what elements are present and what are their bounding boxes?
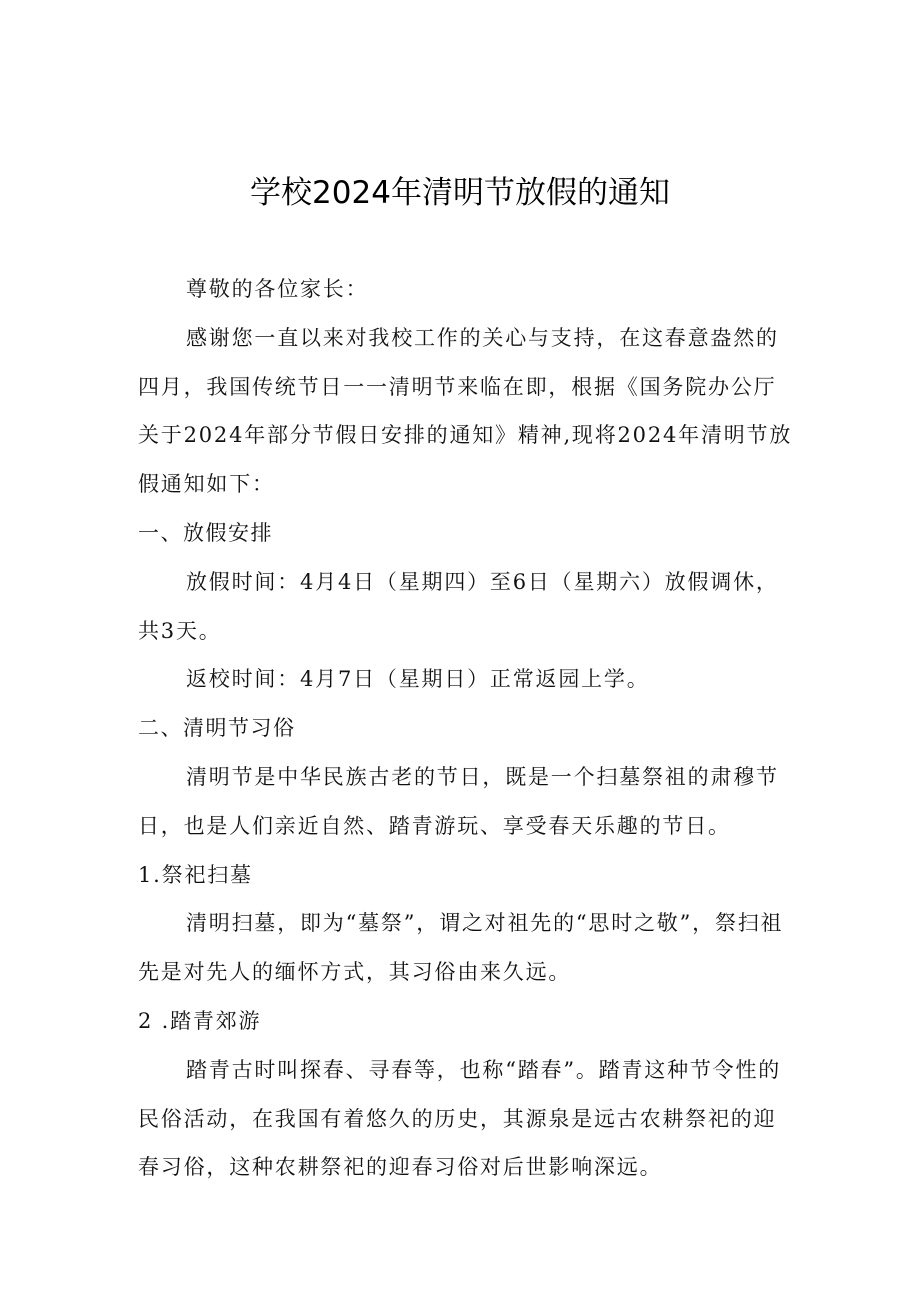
item-title-spring-outing: 2 .踏青郊游 — [138, 1008, 262, 1033]
holiday-time-paragraph: 放假时间：4月4日（星期四）至6日（星期六）放假调休，共3天。 — [138, 569, 779, 643]
tomb-sweeping-paragraph: 清明扫墓，即为“墓祭”，谓之对祖先的“思时之敬”，祭扫祖先是对先人的缅怀方式，其习俗由来久远。 — [138, 911, 784, 985]
section-heading-holiday-arrangement: 一、放假安排 — [138, 520, 273, 545]
document-title: 学校2024年清明节放假的通知 — [250, 175, 670, 211]
document-body — [138, 265, 796, 1192]
intro-paragraph: 感谢您一直以来对我校工作的关心与支持，在这春意盎然的四月，我国传统节日一一清明节来临在即，根据《国务院办公厅关于2024年部分节假日安排的通知》精神,现将2024年清明节放假通知如下： — [138, 325, 793, 497]
spring-outing-paragraph: 踏青古时叫探春、寻春等，也称“踏春”。踏青这种节令性的民俗活动，在我国有着悠久的历史，其源泉是远古农耕祭祀的迎春习俗，这种农耕祭祀的迎春习俗对后世影响深远。 — [138, 1057, 782, 1180]
section-heading-customs: 二、清明节习俗 — [138, 716, 296, 741]
return-time-paragraph: 返校时间：4月7日（星期日）正常返园上学。 — [186, 667, 650, 692]
salutation: 尊敬的各位家长： — [186, 277, 369, 301]
item-title-tomb-sweeping: 1.祭祀扫墓 — [138, 862, 253, 887]
customs-intro-paragraph: 清明节是中华民族古老的节日，既是一个扫墓祭祖的肃穆节日，也是人们亲近自然、踏青游玩、享受春天乐趣的节日。 — [138, 764, 779, 838]
